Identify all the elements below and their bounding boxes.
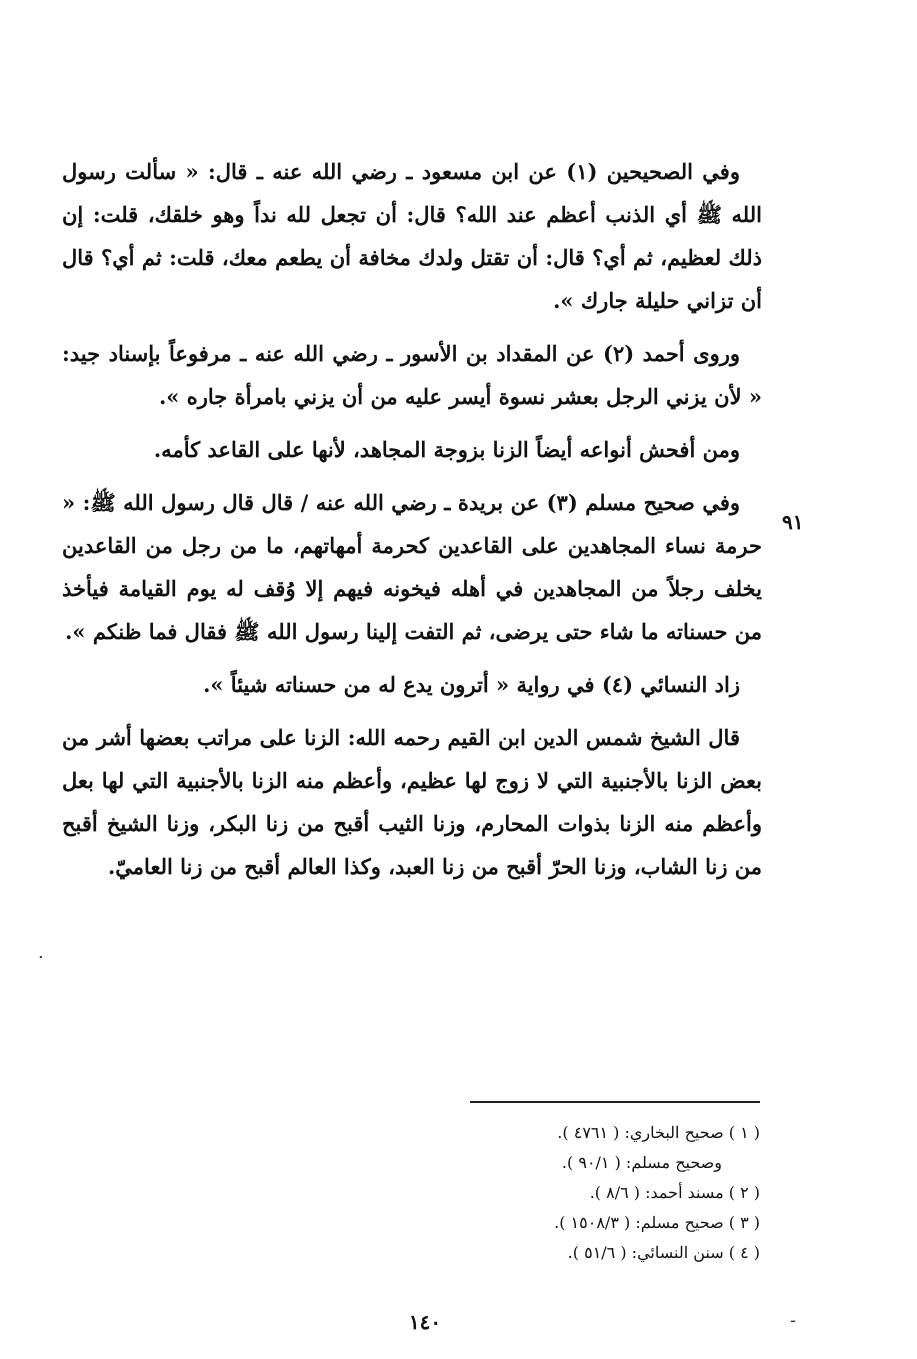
scan-speck: - xyxy=(790,1310,797,1331)
footnote-3: ( ٣ ) صحيح مسلم: ( ١٥٠٨/٣ ). xyxy=(554,1213,760,1232)
footnote-1-continued: وصحيح مسلم: ( ٩٠/١ ). xyxy=(561,1153,722,1172)
paragraph-muslim: وفي صحيح مسلم (٣) عن بريدة ـ رضي الله عنه / قال قال رسول الله ﷺ: « حرمة نساء المجاهدين على القاعدين كحرمة أمهاتهم، ما من رجل من القاعدين يخلف رجلاً من المجاهدين في أهله فيخونه فيهم إلا وُقف له يوم القيامة فيأخذ من حسناته ما شاء حتى يرضى، ثم التفت إلينا رسول الله ﷺ فقال فما ظنكم ». xyxy=(62,490,762,644)
scan-speck: . xyxy=(38,942,44,963)
paragraph-nasai: زاد النسائي (٤) في رواية « أترون يدع له من حسناته شيئاً ». xyxy=(203,672,740,697)
page-number: ١٤٠ xyxy=(408,1310,442,1334)
footnote-1: ( ١ ) صحيح البخاري: ( ٤٧٦١ ). xyxy=(557,1123,760,1142)
paragraph-ahmad: وروى أحمد (٢) عن المقداد بن الأسور ـ رضي الله عنه ـ مرفوعاً بإسناد جيد: « لأن يزني الرجل بعشر نسوة أيسر عليه من أن يزني بامرأة جاره ». xyxy=(62,341,762,409)
footnotes xyxy=(420,1118,760,1268)
footnote-2: ( ٢ ) مسند أحمد: ( ٨/٦ ). xyxy=(589,1183,760,1202)
paragraph-ibn-qayyim: قال الشيخ شمس الدين ابن القيم رحمه الله: الزنا على مراتب بعضها أشر من بعض الزنا بالأجنبية التي لا زوج لها عظيم، وأعظم منه الزنا بالأجنبية التي لها بعل وأعظم منه الزنا بذوات المحارم، وزنا الثيب أقبح من زنا البكر، وزنا الشيخ أقبح من زنا الشاب، وزنا الحرّ أقبح من زنا العبد، وكذا العالم أقبح من زنا العاميّ. xyxy=(62,725,762,879)
footnote-divider xyxy=(470,1101,760,1103)
main-text xyxy=(62,150,762,898)
paragraph-mujahid-wife: ومن أفحش أنواعه أيضاً الزنا بزوجة المجاهد، لأنها على القاعد كأمه. xyxy=(153,437,740,462)
paragraph-sahihain: وفي الصحيحين (١) عن ابن مسعود ـ رضي الله عنه ـ قال: « سألت رسول الله ﷺ أي الذنب أعظم عند الله؟ قال: أن تجعل لله نداً وهو خلقك، قلت: إن ذلك لعظيم، ثم أي؟ قال: أن تقتل ولدك مخافة أن يطعم معك، قلت: ثم أي؟ قال أن تزاني حليلة جارك ». xyxy=(62,159,762,313)
footnote-4: ( ٤ ) سنن النسائي: ( ٥١/٦ ). xyxy=(567,1243,760,1262)
margin-reference-number: ٩١ xyxy=(782,510,804,534)
